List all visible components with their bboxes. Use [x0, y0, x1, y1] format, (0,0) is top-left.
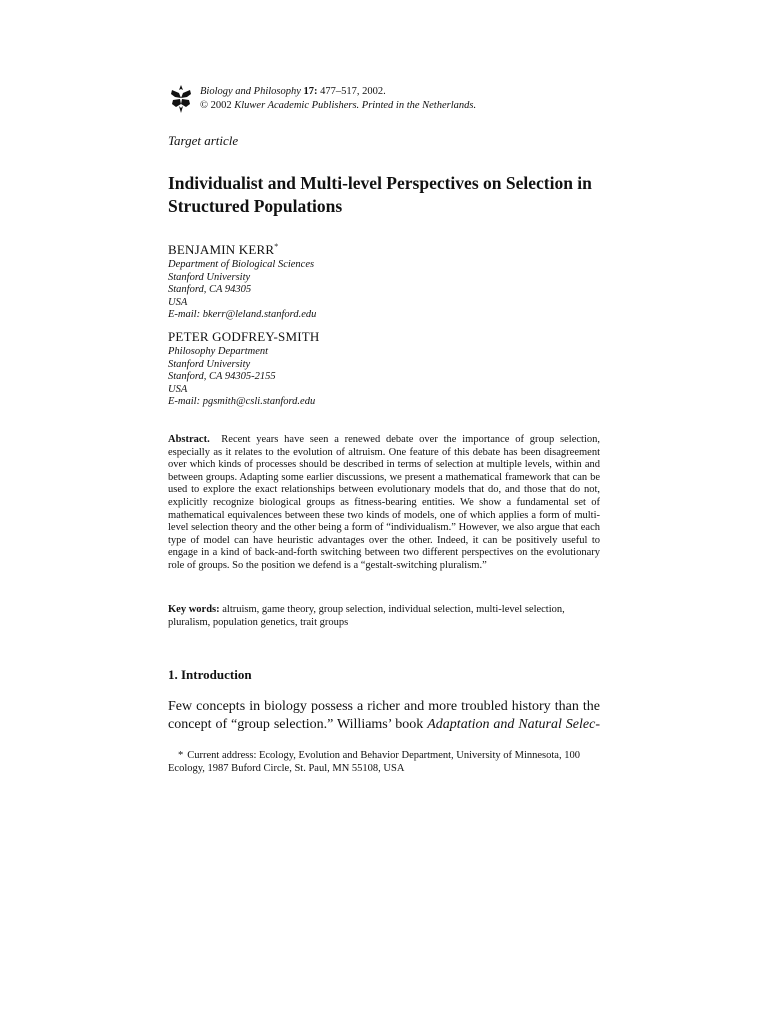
author-name: BENJAMIN KERR* [168, 242, 279, 257]
author-name: PETER GODFREY-SMITH [168, 328, 320, 344]
author-affiliation-line: Stanford, CA 94305-2155 [168, 371, 276, 383]
copyright: © 2002 [200, 100, 232, 111]
footnote-mark: * [178, 750, 184, 761]
keywords-label: Key words: [168, 604, 220, 615]
author-email: E-mail: pgsmith@csli.stanford.edu [168, 396, 316, 408]
author-affiliation-line: Stanford University [168, 358, 251, 370]
book-title: Adaptation and Natural Selec- [427, 717, 601, 732]
article-type: Target article [168, 133, 239, 148]
author-affiliation-line: Department of Biological Sciences [168, 259, 315, 270]
article-title: Individualist and Multi-level Perspectives on Selection in Structured Populations [168, 173, 592, 216]
abstract-text: Recent years have seen a renewed debate over the importance of group selection, especially as it relates to the evolution of altruism. One feature of this debate has been disagreement over which kinds of processes should be described in terms of selection at multiple levels, within and between groups. Adapting some earlier discussions, we present a mathematical framework that can be used to explore the exact relationships between evolutionary models that do, and those that do not, explicitly recognize biological groups as fitness-bearing entities. We show a fundamental set of mathematical equivalences between these two kinds of models, one of which applies a form of multi-level selection theory and the other being a form of “individualism.” However, we also argue that each type of model can have heuristic advantages over the other. Indeed, it can be positively useful to engage in a kind of back-and-forth switching between two different perspectives on the evolutionary role of groups. So the position we defend is a “gestalt-switching pluralism.” [168, 434, 601, 571]
intro-paragraph [168, 698, 600, 734]
intro-line: concept of “group selection.” Williams’ book Adaptation and Natural Selec- [168, 717, 601, 732]
section-heading: 1. Introduction [168, 667, 252, 682]
publisher: Kluwer Academic Publishers. Printed in the Netherlands. [234, 100, 477, 111]
author-affiliation-line: USA [168, 383, 188, 395]
footnote [168, 749, 600, 775]
footnote-mark: * [274, 242, 279, 251]
journal-volume: 17: [303, 86, 318, 97]
footnote-text: Current address: Ecology, Evolution and Behavior Department, University of Minnesota, 100 Ecology, 1987 Buford Circle, St. Paul, MN 55108, USA [168, 750, 580, 774]
author-affiliation-line: USA [168, 296, 188, 308]
author-affiliation-line: Philosophy Department [168, 345, 269, 357]
journal-header [200, 85, 476, 113]
keywords-text: altruism, game theory, group selection, individual selection, multi-level selection, pluralism, population genetics, trait groups [168, 604, 565, 628]
author-block [168, 328, 608, 409]
author-affiliation-line: Stanford University [168, 271, 251, 283]
intro-line: Few concepts in biology possess a richer and more troubled history than the [168, 699, 600, 714]
abstract-label: Abstract. [168, 434, 210, 445]
abstract [168, 434, 600, 573]
author-list [168, 238, 608, 409]
author-block [168, 238, 608, 322]
publisher-logo-icon [170, 84, 192, 114]
keywords [168, 604, 600, 629]
author-affiliation-line: Stanford, CA 94305 [168, 284, 252, 296]
journal-name: Biology and Philosophy [200, 86, 301, 97]
journal-pages-year: 477–517, 2002. [320, 86, 386, 97]
author-email: E-mail: bkerr@leland.stanford.edu [168, 309, 317, 321]
